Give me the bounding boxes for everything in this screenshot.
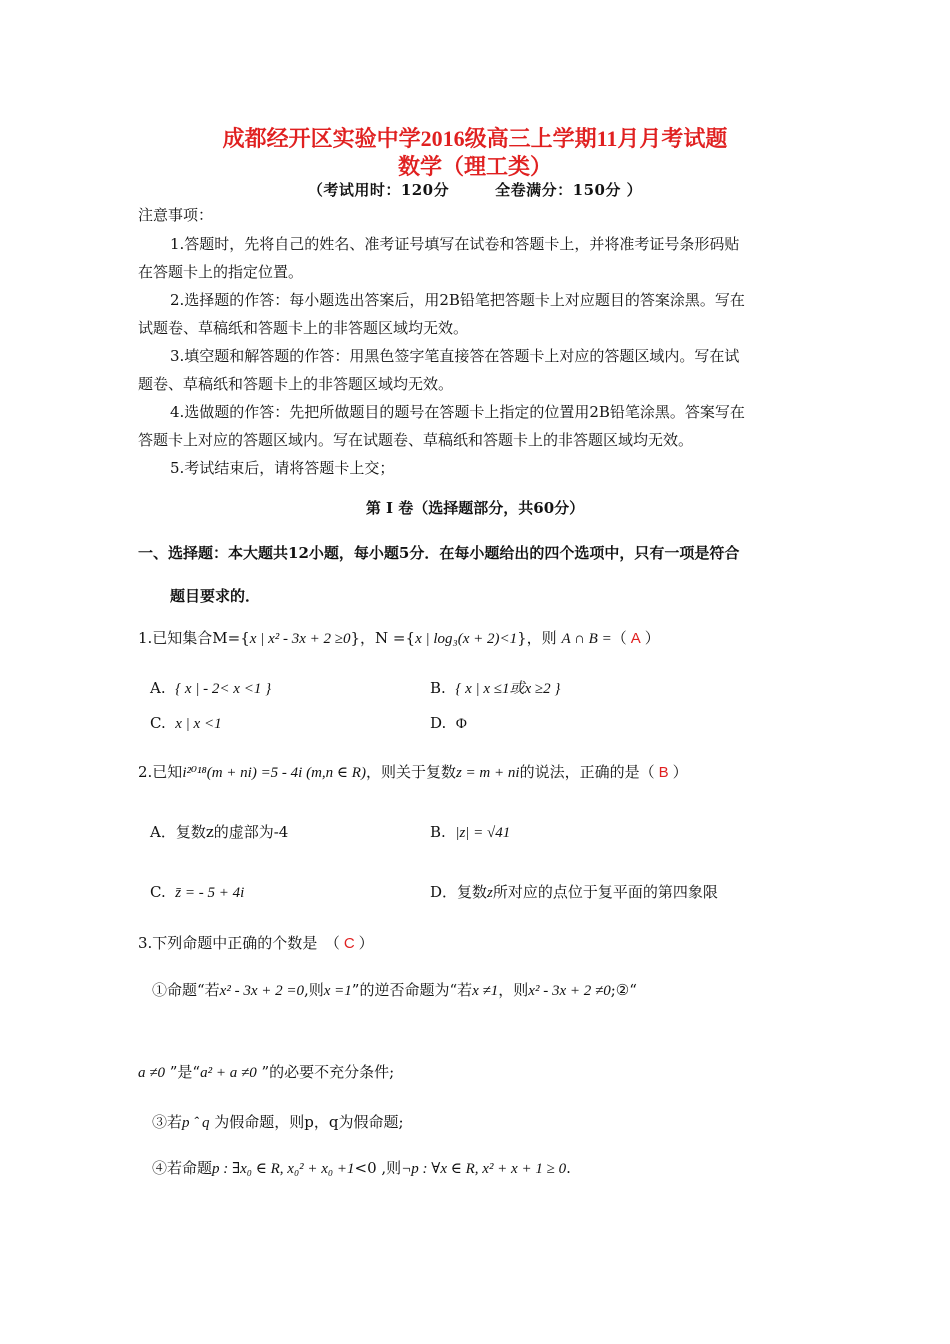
q2-given-expr: i²⁰¹⁸(m + ni) =5 - 4i (m,n ∈ R) (182, 765, 366, 781)
q2-z-expr: z = m + ni (455, 765, 520, 781)
part-title: 第 I 卷（选择题部分，共60分） (365, 499, 585, 517)
exam-meta (0, 179, 950, 200)
notice-line: 2.选择题的作答：每小题选出答案后，用2B铅笔把答题卡上对应题目的答案涂黑。写在 (170, 291, 745, 309)
q2-option-d: D．复数z所对应的点位于复平面的第四象限 (430, 883, 718, 901)
q1-option-a: A. { x | - 2< x <1 } (150, 679, 272, 697)
q2-option-c: C. z̄ = - 5 + 4i (150, 883, 245, 901)
notice-line: 4.选做题的作答：先把所做题目的题号在答题卡上指定的位置用2B铅笔涂黑。答案写在 (170, 403, 745, 421)
exam-title: 成都经开区实验中学2016级高三上学期11月月考试题 (222, 126, 728, 151)
exam-score: 全卷满分：150分 ） (495, 181, 643, 199)
exam-time: （考试用时：120分 (307, 181, 450, 199)
notice-line: 1.答题时，先将自己的姓名、准考证号填写在试卷和答题卡上，并将准考证号条形码贴 (170, 235, 740, 253)
q1-option-b: B. { x | x ≤1或x ≥2 } (430, 679, 561, 697)
q1-option-d: D. Φ (430, 714, 467, 732)
intersection-expr: A ∩ B = (561, 631, 612, 647)
set-n-expr: x | log₃(x + 2)<1 (415, 631, 518, 647)
question-1: 1.已知集合M={x | x² - 3x + 2 ≥0}，N ={x | log₃(x + 2)<1}，则 A ∩ B =（ A ） (138, 629, 660, 647)
exam-subtitle: 数学（理工类） (397, 154, 552, 179)
notice-line: 5.考试结束后，请将答题卡上交； (170, 459, 395, 477)
notice-line: 3.填空题和解答题的作答：用黑色签字笔直接答在答题卡上对应的答题区域内。写在试 (170, 347, 740, 365)
q2-option-b: B. |z| = √41 (430, 823, 511, 841)
q2-option-a: A．复数z的虚部为-4 (150, 823, 289, 841)
answer-q3: C (343, 935, 355, 952)
q3-statement-1: ①命题“若x² - 3x + 2 =0,则x =1”的逆否命题为“若x ≠1，则x² - 3x + 2 ≠0;②“ (152, 981, 637, 999)
q3-statement-4: ④若命题p : ∃x₀ ∈ R, x₀² + x₀ +1<0 ,则¬p : ∀x ∈ R, x² + x + 1 ≥ 0. (152, 1159, 571, 1177)
notice-line: 在答题卡上的指定位置。 (138, 263, 304, 281)
question-2: 2.已知i²⁰¹⁸(m + ni) =5 - 4i (m,n ∈ R)，则关于复数z = m + ni的说法，正确的是（ B ） (138, 763, 688, 781)
q3-statement-3: ③若p ˆ q 为假命题，则p，q为假命题; (152, 1113, 404, 1131)
notice-heading: 注意事项： (138, 206, 214, 224)
notice-line: 试题卷、草稿纸和答题卡上的非答题区域均无效。 (138, 319, 469, 337)
set-m-expr: x | x² - 3x + 2 ≥0 (249, 631, 351, 647)
answer-q1: A (630, 630, 641, 647)
section-heading: 一、选择题：本大题共12小题，每小题5分．在每小题给出的四个选项中，只有一项是符合 (138, 544, 740, 562)
notice-line: 题卷、草稿纸和答题卡上的非答题区域均无效。 (138, 375, 454, 393)
q3-statement-2: a ≠0 ”是“a² + a ≠0 ”的必要不充分条件; (138, 1063, 395, 1081)
question-3: 3.下列命题中正确的个数是 （ C ） (138, 934, 374, 952)
section-heading-cont: 题目要求的． (170, 587, 261, 605)
q1-option-c: C. x | x <1 (150, 714, 222, 732)
answer-q2: B (658, 764, 669, 781)
notice-line: 答题卡上对应的答题区域内。写在试题卷、草稿纸和答题卡上的非答题区域均无效。 (138, 431, 694, 449)
